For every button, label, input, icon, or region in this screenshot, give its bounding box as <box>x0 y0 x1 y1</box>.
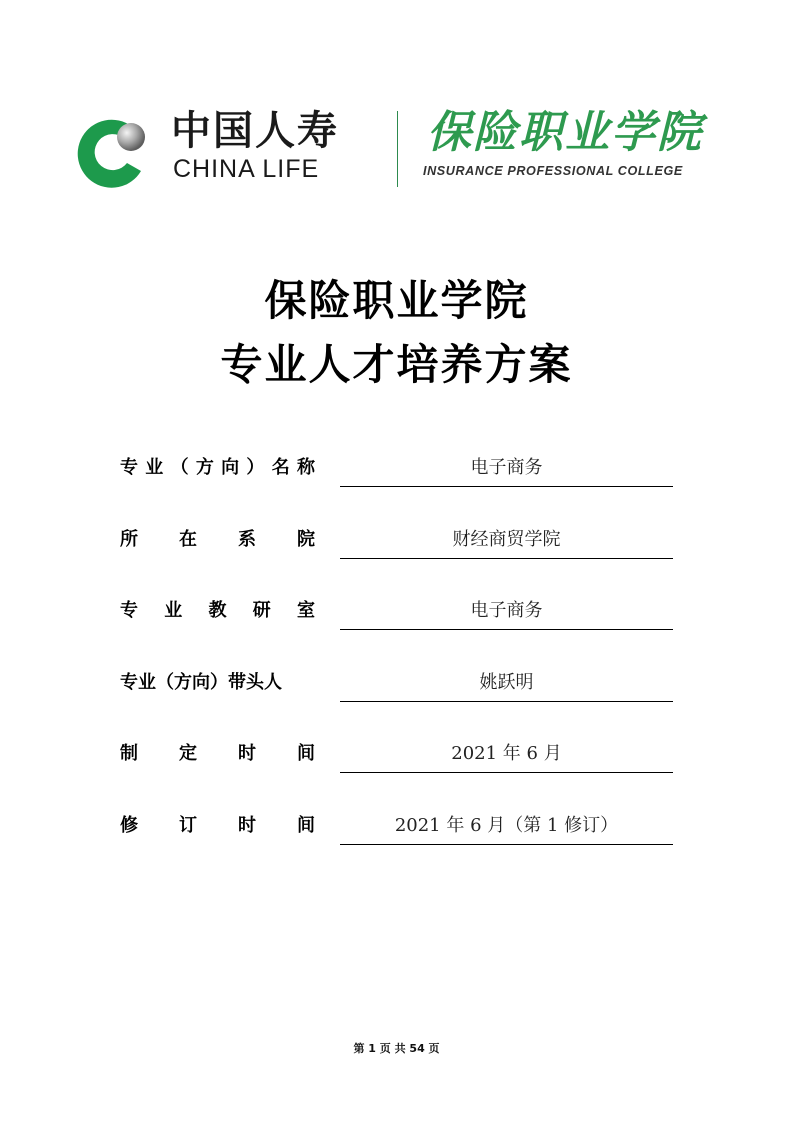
info-label-char: 教 <box>208 600 227 621</box>
info-value: 2021 年 6 月（第 1 修订） <box>394 814 619 836</box>
info-value: 电子商务 <box>470 600 543 621</box>
info-row <box>120 662 680 734</box>
info-row <box>120 805 680 877</box>
logo-divider <box>397 111 398 187</box>
college-name-cn: 保险职业学院 <box>427 107 703 158</box>
info-label-char: 称 <box>296 457 315 478</box>
info-value: 2021 年 6 月 <box>451 743 562 764</box>
info-underline <box>340 486 673 487</box>
info-label-char: 所 <box>120 528 138 550</box>
china-life-logo-icon <box>75 113 155 193</box>
info-label <box>120 527 315 553</box>
info-label-char: 定 <box>179 743 197 764</box>
info-label-char: 订 <box>179 814 197 836</box>
info-row <box>120 590 680 662</box>
info-label-char: 修 <box>120 814 138 836</box>
info-label-char: 业 <box>164 600 183 621</box>
info-label <box>120 670 315 696</box>
info-underline <box>340 558 673 559</box>
info-row <box>120 733 680 805</box>
info-label-char: 名 <box>271 457 290 478</box>
info-row <box>120 447 680 519</box>
info-label-char: 系 <box>238 528 256 550</box>
info-label <box>120 813 315 839</box>
info-label-char: 时 <box>238 743 256 764</box>
logo-bar <box>75 105 735 195</box>
info-label-char: （ <box>170 457 189 478</box>
info-underline <box>340 844 673 845</box>
brand-name-en: CHINA LIFE <box>173 155 320 183</box>
info-value: 姚跃明 <box>479 671 534 693</box>
info-label-char: 时 <box>238 814 256 836</box>
info-label-char: ） <box>246 457 265 478</box>
info-value: 电子商务 <box>470 457 543 478</box>
info-label-char: 方 <box>195 457 214 478</box>
info-label-char: 研 <box>252 600 271 621</box>
info-label-char: 室 <box>297 600 315 621</box>
info-underline <box>340 701 673 702</box>
info-label-char: 专 <box>120 600 138 621</box>
info-label-char: 专业（方向）带头人 <box>120 671 282 693</box>
page-number: 第 1 页 共 54 页 <box>353 1042 440 1055</box>
document-title-line-1: 保险职业学院 <box>264 276 529 325</box>
info-label <box>120 455 315 481</box>
info-label-char: 制 <box>120 743 138 764</box>
info-label-char: 间 <box>297 814 315 836</box>
document-title-line-2: 专业人才培养方案 <box>220 340 573 389</box>
info-table <box>120 447 680 876</box>
info-value: 财经商贸学院 <box>452 528 561 550</box>
info-label-char: 业 <box>145 457 164 478</box>
info-label <box>120 741 315 767</box>
info-label <box>120 598 315 624</box>
info-underline <box>340 772 673 773</box>
info-underline <box>340 629 673 630</box>
info-label-char: 向 <box>221 457 240 478</box>
info-label-char: 在 <box>179 528 197 550</box>
info-label-char: 专 <box>120 457 138 478</box>
college-name-en: INSURANCE PROFESSIONAL COLLEGE <box>423 164 683 178</box>
info-label-char: 院 <box>297 528 315 550</box>
brand-name-cn: 中国人寿 <box>171 108 339 154</box>
info-label-char: 间 <box>297 743 315 764</box>
info-row <box>120 519 680 591</box>
